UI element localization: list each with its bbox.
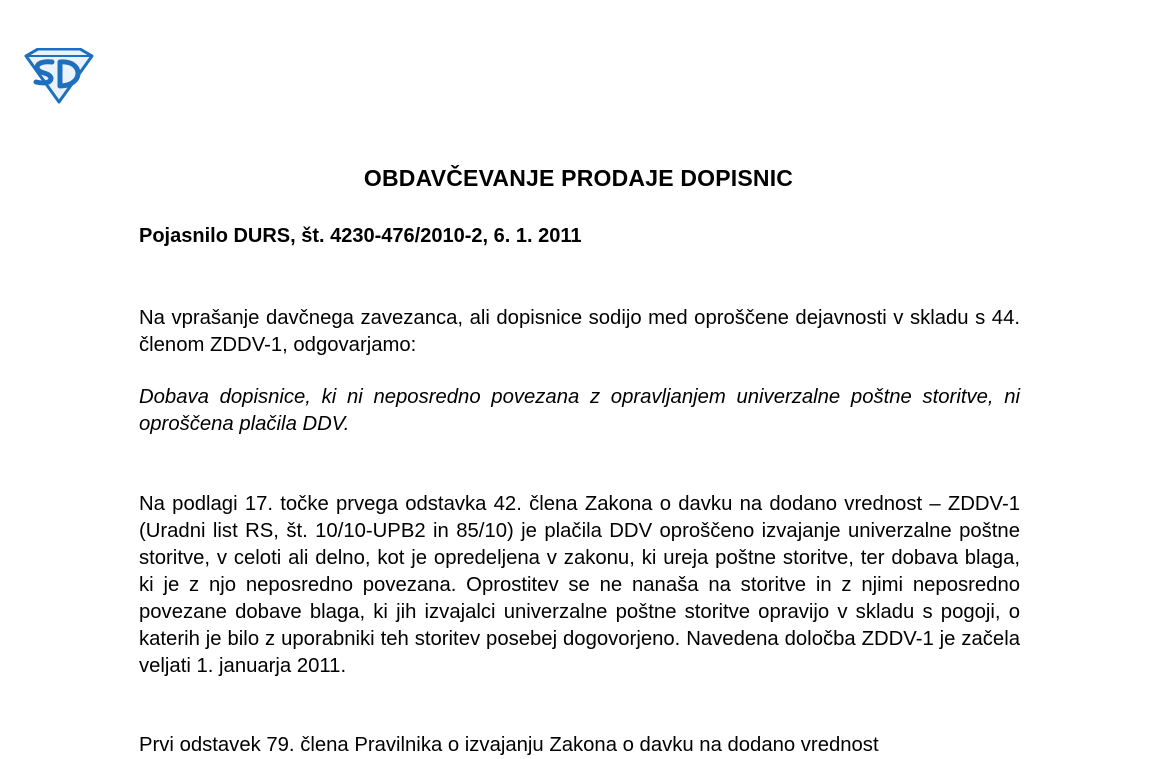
paragraph-question: Na vprašanje davčnega zavezanca, ali dopisnice sodijo med oproščene dejavnosti v skladu s 44. členom ZDDV-1, odgovarjamo:	[139, 307, 1020, 356]
paragraph-answer: Dobava dopisnice, ki ni neposredno povezana z opravljanjem univerzalne poštne storitve, ni oproščena plačila DDV.	[139, 386, 1020, 435]
paragraph-continued: Prvi odstavek 79. člena Pravilnika o izvajanju Zakona o davku na dodano vrednost	[139, 734, 879, 756]
company-logo	[22, 48, 96, 104]
document-subtitle: Pojasnilo DURS, št. 4230-476/2010-2, 6. 1. 2011	[139, 225, 582, 247]
paragraph-explanation: Na podlagi 17. točke prvega odstavka 42. člena Zakona o davku na dodano vrednost – ZDDV-1 (Uradni list RS, št. 10/10-UPB2 in 85/10) je plačila DDV oproščeno izvajanje univerzalne poštne storitve, v celoti ali delno, kot je opredeljena v zakonu, ki ureja poštne storitve, ter dobava blaga, ki je z njo neposredno povezana. Oprostitev se ne nanaša na storitve in z njimi neposredno povezane dobave blaga, ki jih izvajalci univerzalne poštne storitve opravijo v skladu s pogoji, o katerih je bilo z uporabniki teh storitev posebej dogovorjeno. Navedena določba ZDDV-1 je začela veljati 1. januarja 2011.	[139, 493, 1020, 677]
document-title: OBDAVČEVANJE PRODAJE DOPISNIC	[363, 165, 794, 191]
